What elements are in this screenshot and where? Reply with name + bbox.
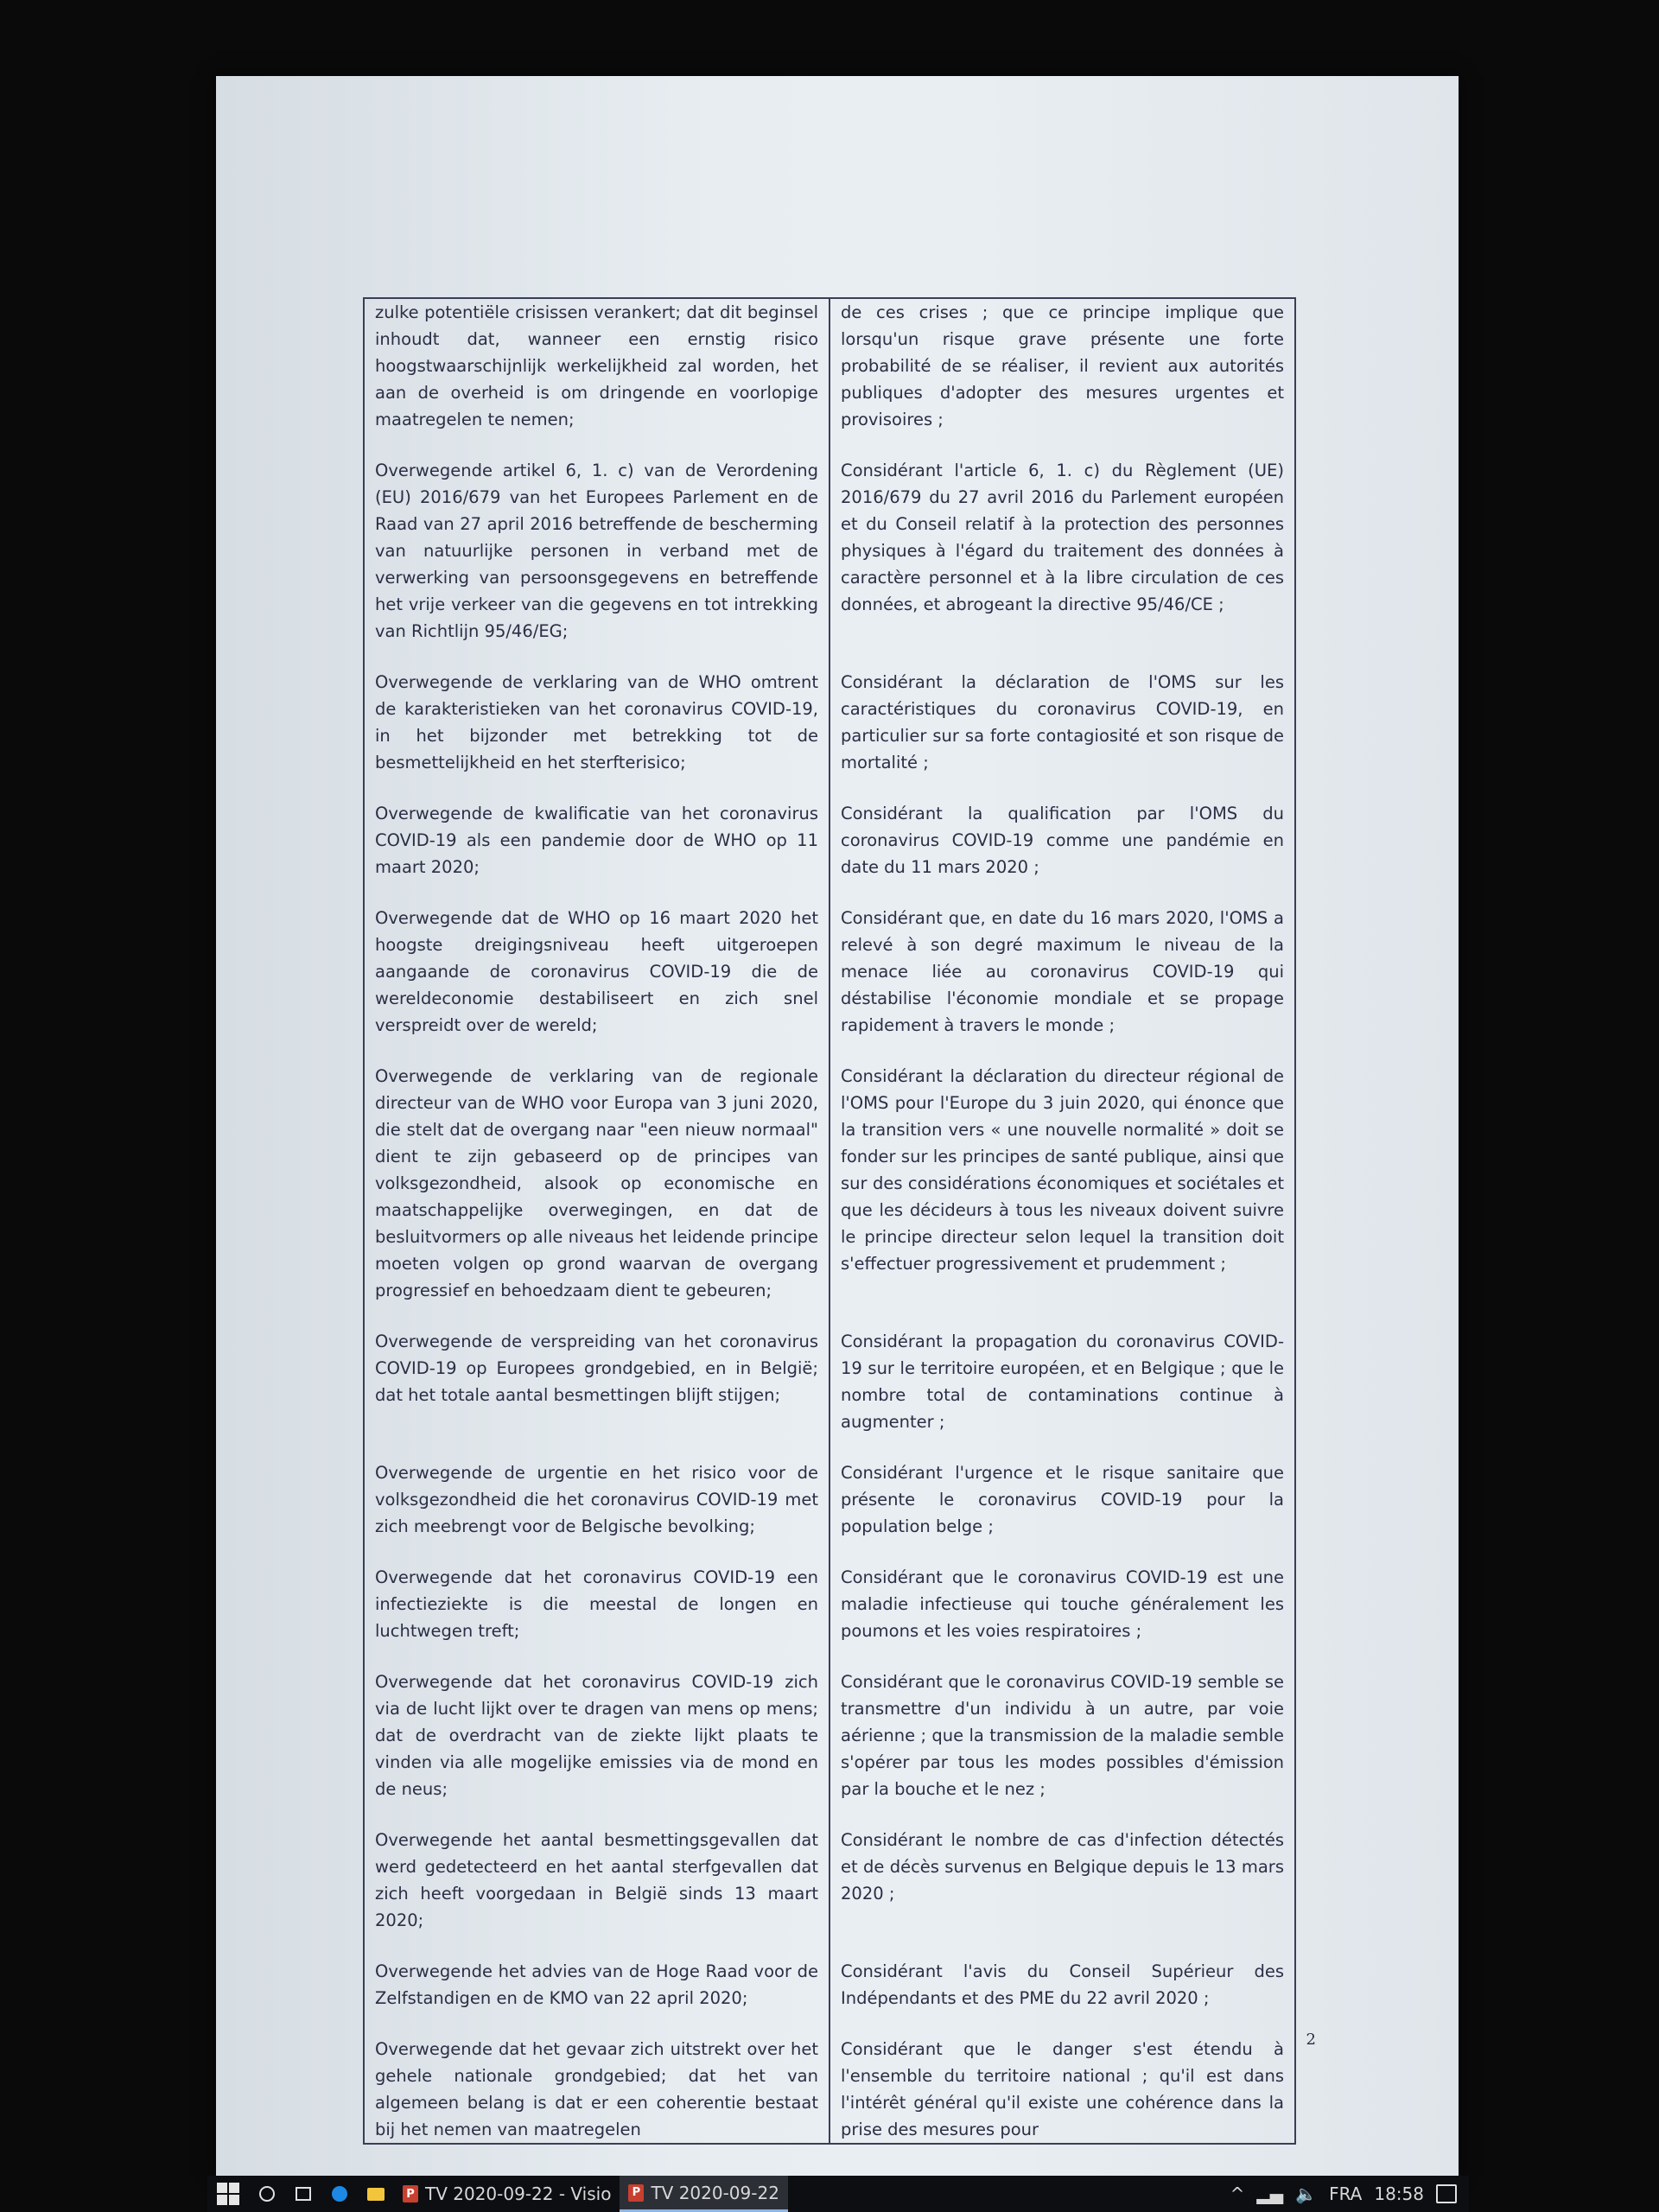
dutch-paragraph: Overwegende dat de WHO op 16 maart 2020 het hoogste dreigingsniveau heeft uitgeroepen aangaande de coronavirus COVID-19 die de wereldeconomie destabiliseert en zich snel verspreidt over de wereld; [364, 880, 830, 1039]
french-paragraph: Considérant que le danger s'est étendu à l'ensemble du territoire national ; qu'il est dans l'intérêt général qu'il existe une cohérence dans la prise des mesures pour [830, 2012, 1295, 2144]
edge-icon [332, 2186, 347, 2202]
folder-icon [367, 2188, 385, 2201]
dutch-paragraph: Overwegende dat het gevaar zich uitstrekt over het gehele nationale grondgebied; dat het van algemeen belang is dat er een coherentie bestaat bij het nemen van maatregelen [364, 2012, 830, 2144]
dutch-paragraph: Overwegende de urgentie en het risico voor de volksgezondheid die het coronavirus COVID-19 met zich meebrengt voor de Belgische bevolking; [364, 1435, 830, 1540]
french-paragraph: Considérant l'avis du Conseil Supérieur des Indépendants et des PME du 22 avril 2020 ; [830, 1934, 1295, 2012]
search-button[interactable] [249, 2176, 285, 2212]
table-row [364, 880, 1295, 1039]
table-row [364, 1304, 1295, 1435]
french-paragraph: Considérant la propagation du coronavirus COVID-19 sur le territoire européen, et en Belgique ; que le nombre total de contaminations continue à augmenter ; [830, 1304, 1295, 1435]
monitor-screen [216, 76, 1459, 2176]
french-paragraph: Considérant que le coronavirus COVID-19 est une maladie infectieuse qui touche généralement les poumons et les voies respiratoires ; [830, 1540, 1295, 1644]
french-paragraph: Considérant la déclaration du directeur régional de l'OMS pour l'Europe du 3 juin 2020, qui énonce que la transition vers « une nouvelle normalité » doit se fonder sur les principes de santé publique, ainsi que sur des considérations économiques et sociétales et que les décideurs à tous les niveaux doivent suivre le principe directeur selon lequel la transition doit s'effectuer progressivement et prudemment ; [830, 1039, 1295, 1304]
table-row [364, 1039, 1295, 1304]
dutch-paragraph: Overwegende dat het coronavirus COVID-19 zich via de lucht lijkt over te dragen van mens op mens; dat de overdracht van de ziekte lijkt plaats te vinden via alle mogelijke emissies via de mond en de neus; [364, 1644, 830, 1802]
dutch-paragraph: zulke potentiële crisissen verankert; dat dit beginsel inhoudt dat, wanneer een ernstig risico hoogstwaarschijnlijk werkelijkheid zal worden, het aan de overheid is om dringende en voorlopige maatregelen te nemen; [364, 298, 830, 433]
table-row [364, 776, 1295, 880]
french-paragraph: Considérant la déclaration de l'OMS sur les caractéristiques du coronavirus COVID-19, en particulier sur sa forte contagiosité et son risque de mortalité ; [830, 645, 1295, 776]
table-row [364, 1435, 1295, 1540]
table-row [364, 1802, 1295, 1934]
taskbar-app-label: TV 2020-09-22 [651, 2182, 779, 2203]
dutch-paragraph: Overwegende dat het coronavirus COVID-19 een infectieziekte is die meestal de longen en luchtwegen treft; [364, 1540, 830, 1644]
document-page [216, 76, 1459, 2171]
table-row [364, 1540, 1295, 1644]
taskbar [207, 2176, 1469, 2212]
windows-icon [217, 2183, 239, 2205]
task-view-button[interactable] [285, 2176, 321, 2212]
dutch-paragraph: Overwegende de verklaring van de WHO omtrent de karakteristieken van het coronavirus COVID-19, in het bijzonder met betrekking tot de besmettelijkheid en het sterfterisico; [364, 645, 830, 776]
start-button[interactable] [207, 2176, 249, 2212]
dutch-paragraph: Overwegende de kwalificatie van het coronavirus COVID-19 als een pandemie door de WHO op 11 maart 2020; [364, 776, 830, 880]
taskbar-app-label: TV 2020-09-22 - Visio [425, 2183, 612, 2204]
dutch-paragraph: Overwegende de verklaring van de regionale directeur van de WHO voor Europa van 3 juni 2020, die stelt dat de overgang naar "een nieuw normaal" dient te zijn gebaseerd op de principes van volksgezondheid, alsook op economische en maatschappelijke overwegingen, en dat de besluitvormers op alle niveaus het leidende principe moeten volgen op grond waarvan de overgang progressief en behoedzaam dient te gebeuren; [364, 1039, 830, 1304]
notification-icon[interactable] [1436, 2184, 1457, 2203]
page-number: 2 [1306, 2031, 1316, 2049]
table-row [364, 433, 1295, 645]
taskbar-app-visio[interactable] [394, 2176, 620, 2212]
french-paragraph: Considérant l'article 6, 1. c) du Règlement (UE) 2016/679 du 27 avril 2016 du Parlement européen et du Conseil relatif à la protection des personnes physiques à l'égard du traitement des données à caractère personnel et à la libre circulation de ces données, et abrogeant la directive 95/46/CE ; [830, 433, 1295, 645]
table-row [364, 645, 1295, 776]
french-paragraph: Considérant que, en date du 16 mars 2020, l'OMS a relevé à son degré maximum le niveau de la menace liée au coronavirus COVID-19 qui déstabilise l'économie mondiale et se propage rapidement à travers le monde ; [830, 880, 1295, 1039]
clock[interactable]: 18:58 [1374, 2183, 1424, 2204]
french-paragraph: Considérant l'urgence et le risque sanitaire que présente le coronavirus COVID-19 pour la population belge ; [830, 1435, 1295, 1540]
dutch-paragraph: Overwegende het advies van de Hoge Raad voor de Zelfstandigen en de KMO van 22 april 2020; [364, 1934, 830, 2012]
file-explorer-button[interactable] [358, 2176, 394, 2212]
bilingual-table [363, 297, 1296, 2145]
network-icon[interactable]: ▂▄ [1256, 2183, 1284, 2204]
taskbar-app-document[interactable] [620, 2176, 788, 2212]
table-row [364, 1934, 1295, 2012]
dutch-paragraph: Overwegende artikel 6, 1. c) van de Verordening (EU) 2016/679 van het Europees Parlement en de Raad van 27 april 2016 betreffende de bescherming van natuurlijke personen in verband met de verwerking van persoonsgegevens en betreffende het vrije verkeer van die gegevens en tot intrekking van Richtlijn 95/46/EG; [364, 433, 830, 645]
table-row [364, 298, 1295, 433]
french-paragraph: Considérant le nombre de cas d'infection détectés et de décès survenus en Belgique depuis le 13 mars 2020 ; [830, 1802, 1295, 1934]
table-row [364, 1644, 1295, 1802]
table-row [364, 2012, 1295, 2144]
volume-icon[interactable]: 🔈 [1295, 2183, 1318, 2204]
pdf-icon: P [628, 2184, 644, 2202]
task-view-icon [296, 2187, 311, 2201]
chevron-up-icon[interactable]: ^ [1230, 2183, 1245, 2204]
language-indicator[interactable]: FRA [1329, 2183, 1363, 2204]
search-icon [259, 2186, 275, 2202]
french-paragraph: Considérant que le coronavirus COVID-19 semble se transmettre d'un individu à un autre, par voie aérienne ; que la transmission de la maladie semble s'opérer par tous les modes possibles d'émission par la bouche et le nez ; [830, 1644, 1295, 1802]
dutch-paragraph: Overwegende de verspreiding van het coronavirus COVID-19 op Europees grondgebied, en in België; dat het totale aantal besmettingen blijft stijgen; [364, 1304, 830, 1435]
french-paragraph: Considérant la qualification par l'OMS du coronavirus COVID-19 comme une pandémie en date du 11 mars 2020 ; [830, 776, 1295, 880]
system-tray [1230, 2183, 1469, 2204]
dutch-paragraph: Overwegende het aantal besmettingsgevallen dat werd gedetecteerd en het aantal sterfgevallen dat zich heeft voorgedaan in België sinds 13 maart 2020; [364, 1802, 830, 1934]
french-paragraph: de ces crises ; que ce principe implique que lorsqu'un risque grave présente une forte probabilité de se réaliser, il revient aux autorités publiques d'adopter des mesures urgentes et provisoires ; [830, 298, 1295, 433]
pdf-icon: P [403, 2185, 418, 2202]
edge-button[interactable] [321, 2176, 358, 2212]
